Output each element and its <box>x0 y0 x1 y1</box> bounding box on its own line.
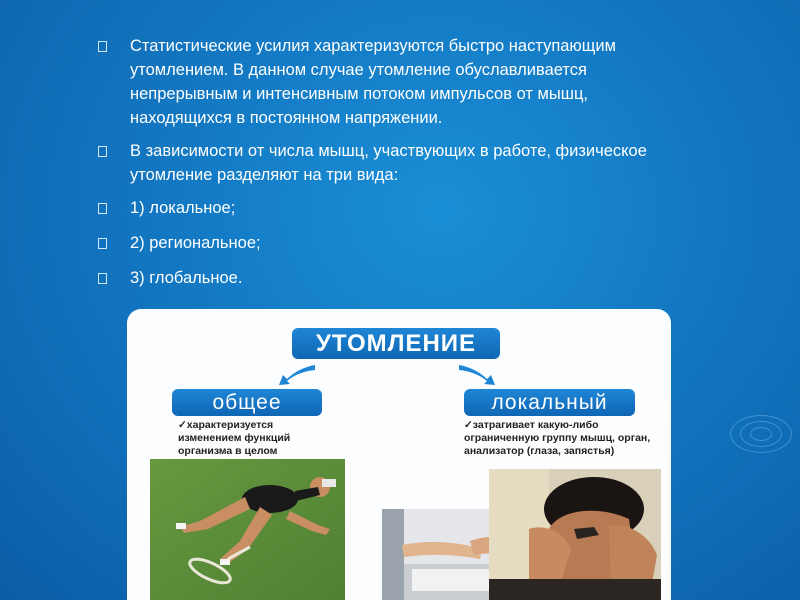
square-bullet-icon <box>98 273 107 284</box>
bullet-item <box>98 34 668 130</box>
bullet-item <box>98 231 668 255</box>
bullet-text: Статистические усилия характеризуются быстро наступающим утомлением. В данном случае утомление обуславливается непрерывным и интенсивным потоком импульсов от мышц, находящихся в постоянном напряжении. <box>130 37 616 127</box>
bullet-item <box>98 196 668 220</box>
bullet-text: 3) глобальное. <box>130 269 243 287</box>
bullet-item <box>98 266 668 290</box>
square-bullet-icon <box>98 203 107 214</box>
bullet-list <box>98 34 668 301</box>
arrow-right-icon <box>457 361 497 387</box>
tennis-player-photo <box>150 459 345 600</box>
arrow-left-icon <box>277 361 317 387</box>
square-bullet-icon <box>98 238 107 249</box>
square-bullet-icon <box>98 146 107 157</box>
square-bullet-icon <box>98 41 107 52</box>
bullet-item <box>98 139 668 187</box>
general-fatigue-label: общее <box>172 389 322 416</box>
fatigue-diagram <box>127 309 671 600</box>
bullet-text: 1) локальное; <box>130 199 236 217</box>
general-fatigue-description: ✓характеризуется изменением функций организма в целом <box>178 419 291 457</box>
local-fatigue-label: локальный <box>464 389 635 416</box>
bullet-text: В зависимости от числа мышц, участвующих в работе, физическое утомление разделяют на три вида: <box>130 142 647 184</box>
bullet-text: 2) региональное; <box>130 234 261 252</box>
eye-strain-photo <box>489 469 661 600</box>
diagram-title: УТОМЛЕНИЕ <box>292 328 500 359</box>
local-fatigue-description: ✓затрагивает какую-либо ограниченную группу мышц, орган, анализатор (глаза, запястья) <box>464 419 651 457</box>
